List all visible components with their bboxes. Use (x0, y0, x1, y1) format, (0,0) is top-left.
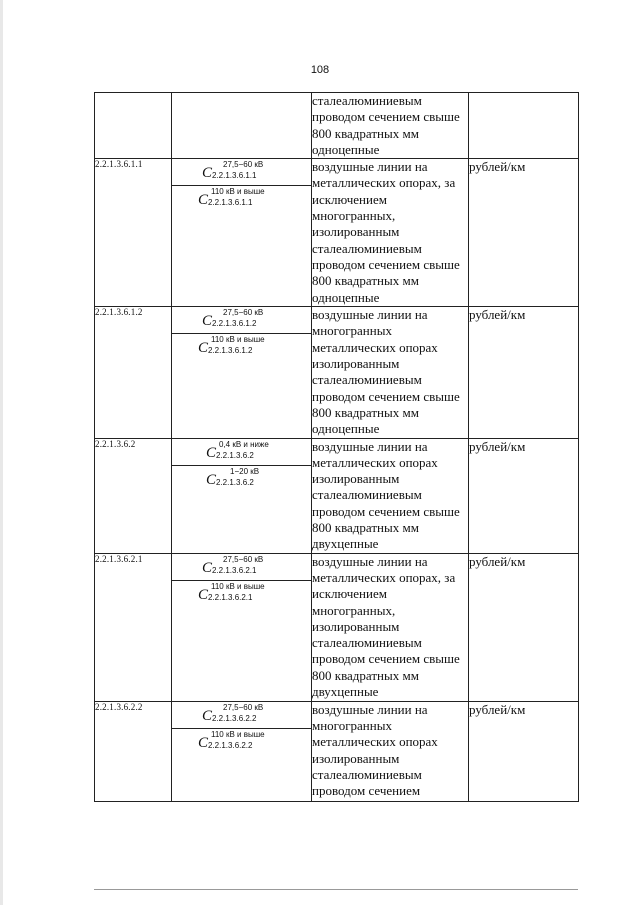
symbol-superscript: 27,5−60 кВ (223, 702, 264, 712)
rate-symbol (172, 159, 311, 185)
symbol-letter: C (206, 471, 217, 488)
symbol-letter: C (198, 586, 209, 603)
symbol-subscript: 2.2.1.3.6.2.1 (208, 592, 253, 602)
scan-edge (0, 0, 3, 905)
symbol-subscript: 2.2.1.3.6.2 (216, 477, 254, 487)
rate-symbol (172, 465, 311, 492)
symbol-letter: C (198, 340, 209, 357)
rate-symbol (172, 439, 311, 465)
rate-symbol (172, 580, 311, 607)
row-description: сталеалюминиевым проводом сечением свыше 800 квадратных мм одноцепные (312, 93, 469, 159)
row-description: воздушные линии на металлических опорах, за исключением многогранных, изолированным сталеалюминиевым проводом сечением свыше 800 квадратных мм двухцепные (312, 553, 469, 701)
row-description: воздушные линии на металлических опорах изолированным сталеалюминиевым проводом сечением свыше 800 квадратных мм двухцепные (312, 438, 469, 553)
symbol-superscript: 27,5−60 кВ (223, 160, 264, 170)
symbol-subscript: 2.2.1.3.6.1.1 (208, 198, 253, 208)
rate-symbol (172, 185, 311, 212)
row-code: 2.2.1.3.6.2.2 (95, 701, 172, 801)
row-unit: рублей/км (469, 307, 579, 438)
symbol-superscript: 110 кВ и выше (211, 729, 265, 739)
symbol-cell (172, 553, 312, 701)
symbol-cell (172, 93, 312, 159)
row-unit: рублей/км (469, 701, 579, 801)
rate-symbol (172, 702, 311, 728)
row-unit: рублей/км (469, 438, 579, 553)
rate-symbol (172, 554, 311, 580)
row-code: 2.2.1.3.6.1.2 (95, 307, 172, 438)
rate-symbol (172, 307, 311, 333)
row-code (95, 93, 172, 159)
table-row (95, 159, 579, 307)
row-code: 2.2.1.3.6.2.1 (95, 553, 172, 701)
rate-symbol (172, 728, 311, 755)
symbol-superscript: 1−20 кВ (230, 466, 260, 476)
row-description: воздушные линии на металлических опорах, за исключением многогранных, изолированным сталеалюминиевым проводом сечением свыше 800 квадратных мм одноцепные (312, 159, 469, 307)
symbol-letter: C (202, 707, 213, 724)
symbol-letter: C (202, 313, 213, 330)
table-row (95, 307, 579, 438)
page-bottom-rule (94, 889, 578, 890)
rates-table (94, 92, 579, 802)
table-row (95, 93, 579, 159)
symbol-letter: C (206, 444, 217, 461)
symbol-subscript: 2.2.1.3.6.1.2 (212, 319, 257, 329)
table-row (95, 438, 579, 553)
symbol-letter: C (202, 559, 213, 576)
symbol-cell (172, 438, 312, 553)
row-unit: рублей/км (469, 553, 579, 701)
symbol-superscript: 110 кВ и выше (211, 187, 265, 197)
symbol-cell (172, 701, 312, 801)
symbol-subscript: 2.2.1.3.6.1.1 (212, 171, 257, 181)
symbol-cell (172, 159, 312, 307)
table-row (95, 701, 579, 801)
page-number: 108 (310, 64, 330, 76)
symbol-subscript: 2.2.1.3.6.1.2 (208, 346, 253, 356)
rate-symbol (172, 333, 311, 360)
symbol-subscript: 2.2.1.3.6.2.2 (212, 713, 257, 723)
symbol-subscript: 2.2.1.3.6.2 (216, 450, 254, 460)
row-description: воздушные линии на многогранных металлических опорах изолированным сталеалюминиевым проводом сечением (312, 701, 469, 801)
symbol-letter: C (198, 192, 209, 209)
symbol-superscript: 0,4 кВ и ниже (219, 439, 269, 449)
symbol-letter: C (202, 165, 213, 182)
symbol-letter: C (198, 734, 209, 751)
row-unit: рублей/км (469, 159, 579, 307)
symbol-superscript: 110 кВ и выше (211, 581, 265, 591)
symbol-subscript: 2.2.1.3.6.2.1 (212, 565, 257, 575)
symbol-cell (172, 307, 312, 438)
table-row (95, 553, 579, 701)
row-description: воздушные линии на многогранных металлических опорах изолированным сталеалюминиевым проводом сечением свыше 800 квадратных мм одноцепные (312, 307, 469, 438)
symbol-subscript: 2.2.1.3.6.2.2 (208, 740, 253, 750)
symbol-superscript: 27,5−60 кВ (223, 308, 264, 318)
symbol-superscript: 110 кВ и выше (211, 335, 265, 345)
row-unit (469, 93, 579, 159)
row-code: 2.2.1.3.6.2 (95, 438, 172, 553)
row-code: 2.2.1.3.6.1.1 (95, 159, 172, 307)
symbol-superscript: 27,5−60 кВ (223, 554, 264, 564)
